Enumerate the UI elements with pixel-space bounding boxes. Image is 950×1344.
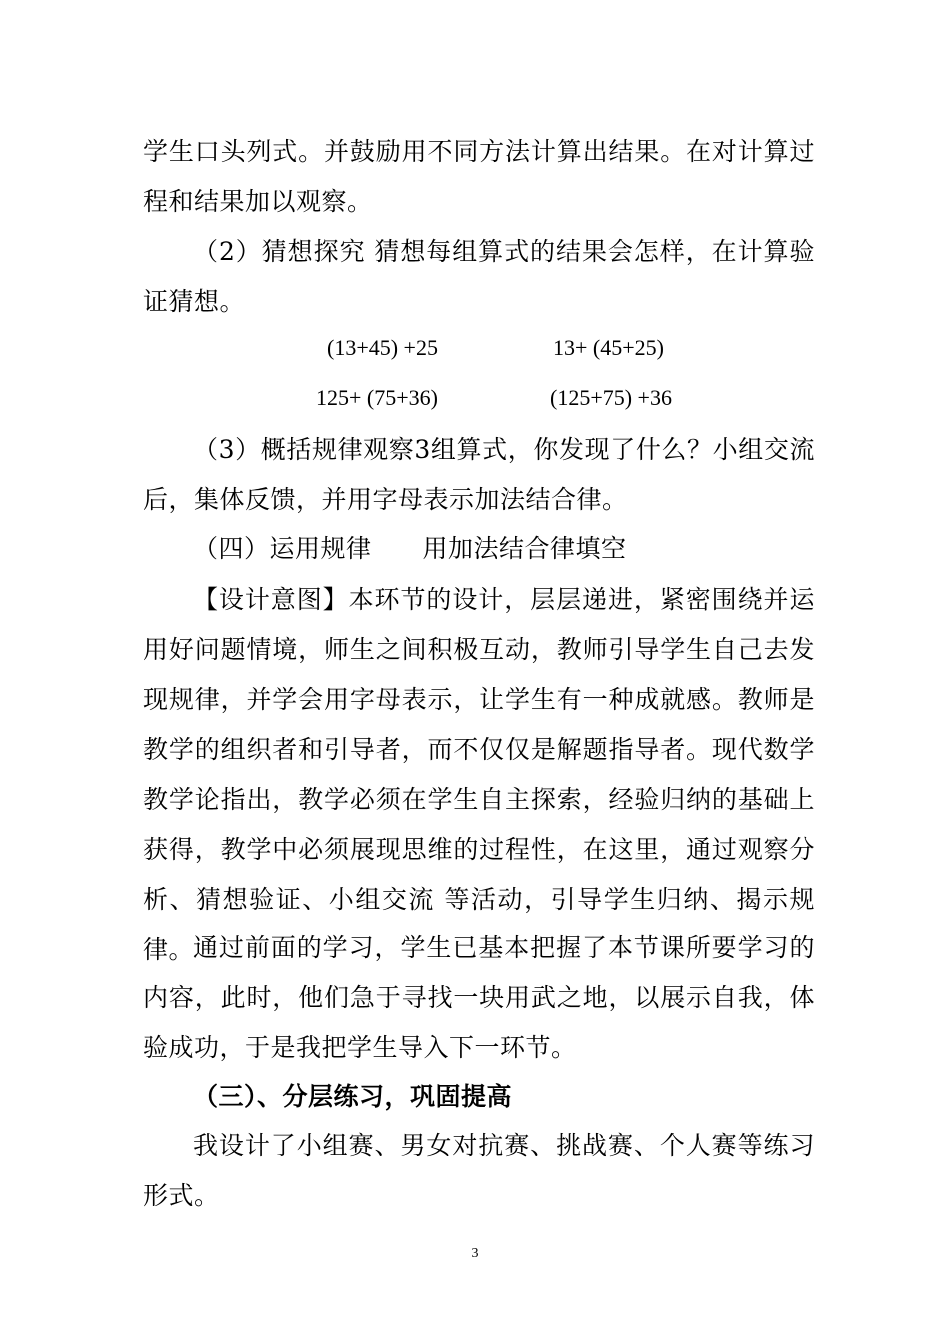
section-heading-layered-practice: （三）、分层练习，巩固提高	[193, 1082, 513, 1111]
paragraph-transition: 通过前面的学习，学生已基本把握了本节课所要学习的内容，此时，他们急于寻找一块用武之地，以展示自我，体验成功，于是我把学生导入下一环节。	[143, 933, 815, 1062]
formula-row1-right: 13+ (45+25)	[553, 335, 664, 360]
formula-row2-left: 125+ (75+36)	[316, 385, 438, 410]
paragraph-practice-forms: 我设计了小组赛、男女对抗赛、挑战赛、个人赛等练习形式。	[143, 1131, 815, 1210]
paragraph-summarize-rule: （3）概括规律观察3组算式，你发现了什么？小组交流后，集体反馈，并用字母表示加法结合律。	[143, 435, 815, 514]
formula-row1-left: (13+45) +25	[327, 335, 438, 360]
paragraph-guess-explore: （2）猜想探究 猜想每组算式的结果会怎样，在计算验证猜想。	[143, 237, 815, 316]
paragraph-apply-rule: （四）运用规律 用加法结合律填空	[193, 534, 627, 563]
paragraph-design-intent: 【设计意图】本环节的设计，层层递进，紧密围绕并运用好问题情境，师生之间积极互动，教师引导学生自己去发现规律，并学会用字母表示，让学生有一种成就感。教师是教学的组织者和引导者，而不仅仅是解题指导者。现代数学教学论指出，教学必须在学生自主探索，经验归纳的基础上获得，教学中必须展现思维的过程性，在这里，通过观察分析、猜想验证、小组交流 等活动，引导学生归纳、揭示规律。	[143, 585, 815, 964]
formula-row2-right: (125+75) +36	[550, 385, 672, 410]
page-number: 3	[471, 1246, 479, 1261]
paragraph-oral-equation: 学生口头列式。并鼓励用不同方法计算出结果。在对计算过程和结果加以观察。	[143, 137, 815, 216]
